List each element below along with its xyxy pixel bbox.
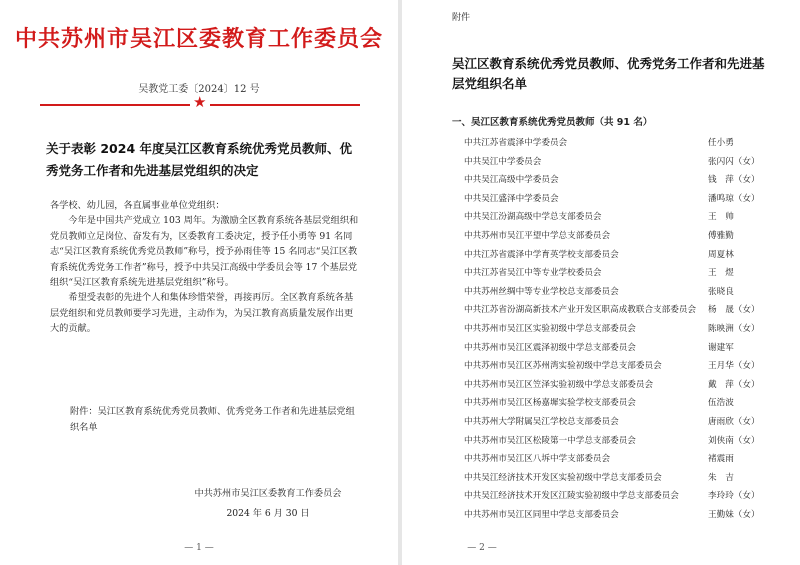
- decision-body: [50, 198, 360, 337]
- org-name: 中共苏州大学附属吴江学校总支部委员会: [464, 416, 619, 427]
- person-name: 任小勇: [708, 138, 734, 148]
- person-name: 李玲玲（女）: [708, 491, 760, 502]
- person-name: 王月华（女）: [708, 361, 760, 372]
- list-item: [452, 376, 782, 395]
- page-number: — 2 —: [467, 543, 497, 553]
- org-name: 中共苏州市吴江区杨嘉墀实验学校支部委员会: [464, 398, 636, 409]
- list-item: [452, 450, 782, 469]
- person-name: 张闪闪（女）: [708, 156, 760, 167]
- attachment-heading: 附件: [452, 13, 471, 23]
- list-item: [452, 487, 782, 506]
- person-name: 戴 萍（女）: [708, 379, 760, 390]
- person-name: 朱 吉: [708, 472, 734, 483]
- red-divider-left: [40, 104, 190, 106]
- signature-org: 中共苏州市吴江区委教育工作委员会: [194, 488, 342, 499]
- org-name: 中共苏州市吴江区苏州湾实验初级中学总支部委员会: [464, 361, 662, 372]
- body-paragraph-2: 希望受表彰的先进个人和集体珍惜荣誉，再接再厉。全区教育系统各基层党组织和党员教师要学习先进，主动作为，为吴江教育高质量发展作出更大的贡献。: [50, 292, 354, 335]
- org-name: 中共苏州丝绸中等专业学校总支部委员会: [464, 286, 619, 297]
- org-name: 中共吴江经济技术开发区江陵实验初级中学总支部委员会: [464, 491, 679, 502]
- list-item: [452, 153, 782, 172]
- person-name: 伍浩波: [708, 398, 734, 409]
- star-icon: ★: [193, 93, 207, 111]
- org-name: 中共吴江经济技术开发区实验初级中学总支部委员会: [464, 472, 662, 483]
- person-name: 周夏林: [708, 249, 734, 260]
- issuer-red-header: 中共苏州市吴江区委教育工作委员会: [14, 27, 383, 52]
- list-item: [452, 413, 782, 432]
- salutation: 各学校、幼儿园，各直属事业单位党组织：: [50, 200, 225, 211]
- person-name: 王 煜: [708, 268, 734, 279]
- person-name: 潘鸣琼（女）: [708, 193, 760, 204]
- list-item: [452, 190, 782, 209]
- org-name: 中共苏州市吴江区笠泽实验初级中学总支部委员会: [464, 379, 654, 390]
- org-name: 中共吴江高级中学委员会: [464, 175, 559, 186]
- person-name: 陈映洲（女）: [708, 323, 760, 334]
- page-2: [402, 0, 800, 565]
- list-item: [452, 320, 782, 339]
- list-title: 吴江区教育系统优秀党员教师、优秀党务工作者和先进基层党组织名单: [452, 56, 765, 91]
- page-1: [0, 0, 398, 565]
- person-name: 傅雅勤: [708, 230, 734, 241]
- org-name: 中共江苏省吴江中等专业学校委员会: [464, 268, 602, 279]
- org-name: 中共苏州市吴江区震泽初级中学总支部委员会: [464, 342, 636, 353]
- list-item: [452, 246, 782, 265]
- document-number: 吴教党工委〔2024〕12 号: [138, 84, 260, 95]
- attachment-text: 吴江区教育系统优秀党员教师、优秀党务工作者和先进基层党组织名单: [70, 406, 355, 433]
- list-item: [452, 264, 782, 283]
- list-item: [452, 469, 782, 488]
- org-name: 中共苏州市吴江平望中学总支部委员会: [464, 230, 611, 241]
- list-item: [452, 506, 782, 525]
- org-name: 中共吴江中学委员会: [464, 156, 542, 167]
- org-name: 中共苏州市吴江区同里中学总支部委员会: [464, 509, 619, 520]
- list-item: [452, 301, 782, 320]
- list-item: [452, 208, 782, 227]
- red-divider-right: [210, 104, 360, 106]
- list-item: [452, 339, 782, 358]
- person-name: 王勤妹（女）: [708, 509, 760, 520]
- org-name: 中共江苏省震泽中学育英学校支部委员会: [464, 249, 619, 260]
- person-name: 唐雨欣（女）: [708, 416, 760, 427]
- list-item: [452, 357, 782, 376]
- decision-title: 关于表彰 2024 年度吴江区教育系统优秀党员教师、优秀党务工作者和先进基层党组织的决定: [46, 141, 352, 178]
- list-item: [452, 171, 782, 190]
- org-name: 中共江苏省汾湖高新技术产业开发区职高成教联合支部委员会: [464, 305, 697, 316]
- signature-date: 2024 年 6 月 30 日: [226, 508, 310, 519]
- org-name: 中共苏州市吴江区八坼中学支部委员会: [464, 454, 611, 465]
- person-name: 褚震雨: [708, 454, 734, 465]
- attachment-note: [70, 404, 360, 436]
- body-paragraph-1: 今年是中国共产党成立 103 周年。为激励全区教育系统各基层党组织和党员教师立足岗位、奋发有为，区委教育工委决定，授予任小勇等 91 名同志“吴江区教育系统优秀党员教师”称号，授予孙雨佳等 15 名同志“吴江区教育系统优秀党务工作者”称号，授予中共吴江高级中学委员会等 17 个基层党组织“吴江区教育系统先进基层党组织”称号。: [50, 215, 359, 289]
- list-item: [452, 283, 782, 302]
- section-title: 一、吴江区教育系统优秀党员教师（共 91 名）: [452, 117, 653, 128]
- org-name: 中共吴江盛泽中学委员会: [464, 193, 559, 204]
- person-name: 张晓良: [708, 286, 734, 297]
- org-name: 中共苏州市吴江区松陵第一中学总支部委员会: [464, 435, 636, 446]
- person-name: 王 帅: [708, 212, 734, 223]
- org-name: 中共苏州市吴江区实验初级中学总支部委员会: [464, 323, 636, 334]
- person-name: 刘侠南（女）: [708, 435, 760, 446]
- person-name: 钱 萍（女）: [708, 175, 760, 186]
- honoree-list: [452, 134, 782, 524]
- org-name: 中共江苏省震泽中学委员会: [464, 138, 568, 148]
- attachment-label: 附件：: [70, 406, 98, 417]
- person-name: 杨 晟（女）: [708, 305, 760, 316]
- page-number: — 1 —: [184, 543, 214, 553]
- person-name: 谢建军: [708, 342, 734, 353]
- list-item: [452, 227, 782, 246]
- list-item: [452, 134, 782, 153]
- org-name: 中共吴江汾湖高级中学总支部委员会: [464, 212, 602, 223]
- list-item: [452, 394, 782, 413]
- list-item: [452, 432, 782, 451]
- signature-block: [168, 484, 368, 524]
